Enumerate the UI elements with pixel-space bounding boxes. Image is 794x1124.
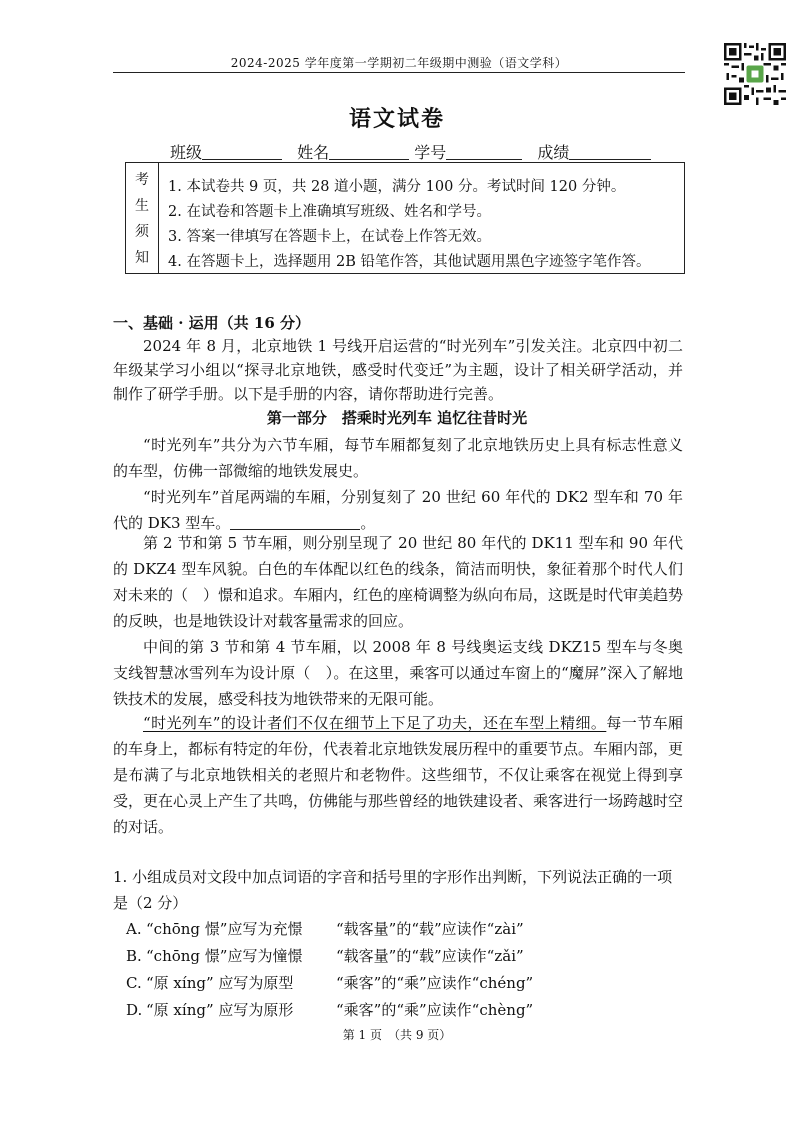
id-blank	[446, 143, 522, 160]
student-info-row	[170, 140, 651, 163]
name-label: 姓名	[297, 143, 330, 162]
paragraph-4: 中间的第 3 节和第 4 节车厢，以 2008 年 8 号线奥运支线 DKZ15 型车与冬奥支线智慧冰雪列车为设计原（ ）。在这里，乘客可以通过车窗上的“魔屏”深入了解地铁技术的发展，感受科技为地铁带来的无限可能。	[113, 638, 683, 708]
class-blank	[202, 143, 282, 160]
option-label: C.	[126, 974, 142, 992]
option-part-a: “原 xíng” 应写为原型	[146, 974, 294, 992]
notice-rule: 1. 本试卷共 9 页，共 28 道小题，满分 100 分。考试时间 120 分钟。	[168, 179, 626, 195]
notice-side-char: 须	[135, 224, 149, 240]
score-blank	[569, 143, 651, 160]
notice-side-char: 考	[135, 172, 149, 188]
option-part-b: “载客量”的“载”应读作“zǎi”	[336, 947, 524, 965]
option-a	[126, 916, 533, 943]
notice-side-label	[126, 163, 159, 273]
id-label: 学号	[414, 143, 447, 162]
intro-paragraph: 2024 年 8 月，北京地铁 1 号线开启运营的“时光列车”引发关注。北京四中初二年级某学习小组以“探寻北京地铁，感受时代变迁”为主题，设计了相关研学活动，并制作了研学手册。以下是手册的内容，请你帮助进行完善。	[113, 337, 683, 403]
option-label: D.	[126, 1001, 143, 1019]
header-rule	[113, 72, 685, 73]
page-footer: 第 1 页 （共 9 页）	[342, 1028, 452, 1042]
option-part-b: “乘客”的“乘”应读作“chèng”	[336, 1001, 534, 1019]
document-title: 语文试卷	[348, 106, 445, 132]
option-label: A.	[126, 920, 142, 938]
notice-side-char: 生	[135, 198, 149, 214]
score-label: 成绩	[537, 143, 570, 162]
exam-header: 2024-2025 学年度第一学期初二年级期中测验（语文学科）	[230, 56, 568, 70]
qr-code-icon	[724, 43, 786, 105]
notice-rules	[168, 175, 678, 275]
option-d	[126, 997, 533, 1024]
part-title: 第一部分 搭乘时光列车 追忆往昔时光	[266, 409, 528, 427]
option-part-b: “乘客”的“乘”应读作“chéng”	[336, 974, 534, 992]
question-1-options	[126, 916, 533, 1024]
option-c	[126, 970, 533, 997]
paragraph-2: “时光列车”首尾两端的车厢，分别复刻了 20 世纪 60 年代的 DK2 型车和 70 年代的 DK3 型车。 。	[113, 488, 683, 532]
answer-blank	[230, 515, 360, 530]
notice-rule: 4. 在答题卡上，选择题用 2B 铅笔作答，其他试题用黑色字迹签字笔作答。	[168, 254, 651, 270]
name-blank	[329, 143, 409, 160]
notice-rule: 2. 在试卷和答题卡上准确填写班级、姓名和学号。	[168, 204, 491, 220]
class-label: 班级	[170, 143, 203, 162]
exam-notice-box	[125, 162, 685, 274]
section-heading: 一、基础 · 运用（共 16 分）	[113, 314, 310, 332]
option-part-b: “载客量”的“载”应读作“zài”	[336, 920, 524, 938]
notice-side-char: 知	[135, 250, 149, 266]
option-b	[126, 943, 533, 970]
underlined-sentence: “时光列车”的设计者们不仅在细节上下足了功夫，还在车型上精细。	[143, 714, 607, 732]
paragraph-5-text: 每一节车厢的车身上，都标有特定的年份，代表着北京地铁发展历程中的重要节点。车厢内部，更是布满了与北京地铁相关的老照片和老物件。这些细节，不仅让乘客在视觉上得到享受，更在心灵上产生了共鸣，仿佛能与那些曾经的地铁建设者、乘客进行一场跨越时空的对话。	[113, 714, 684, 836]
paragraph-3: 第 2 节和第 5 节车厢，则分别呈现了 20 世纪 80 年代的 DK11 型车和 90 年代的 DKZ4 型车风貌。白色的车体配以红色的线条，简洁而明快，象征着那个时代人们对未来的（ ）憬和追求。车厢内，红色的座椅调整为纵向布局，这既是时代审美趋势的反映，也是地铁设计对载客量需求的回应。	[113, 534, 684, 630]
option-label: B.	[126, 947, 142, 965]
paragraph-2-text: “时光列车”首尾两端的车厢，分别复刻了 20 世纪 60 年代的 DK2 型车和 70 年代的 DK3 型车。	[113, 488, 683, 532]
paragraph-1: “时光列车”共分为六节车厢，每节车厢都复刻了北京地铁历史上具有标志性意义的车型，仿佛一部微缩的地铁发展史。	[113, 436, 683, 480]
question-1-stem: 1. 小组成员对文段中加点词语的字音和括号里的字形作出判断，下列说法正确的一项是（2 分）	[113, 868, 673, 912]
notice-rule: 3. 答案一律填写在答题卡上，在试卷上作答无效。	[168, 229, 491, 245]
option-part-a: “chōng 憬”应写为憧憬	[146, 947, 303, 965]
paragraph-5	[113, 710, 683, 840]
option-part-a: “原 xíng” 应写为原形	[146, 1001, 294, 1019]
option-part-a: “chōng 憬”应写为充憬	[146, 920, 303, 938]
